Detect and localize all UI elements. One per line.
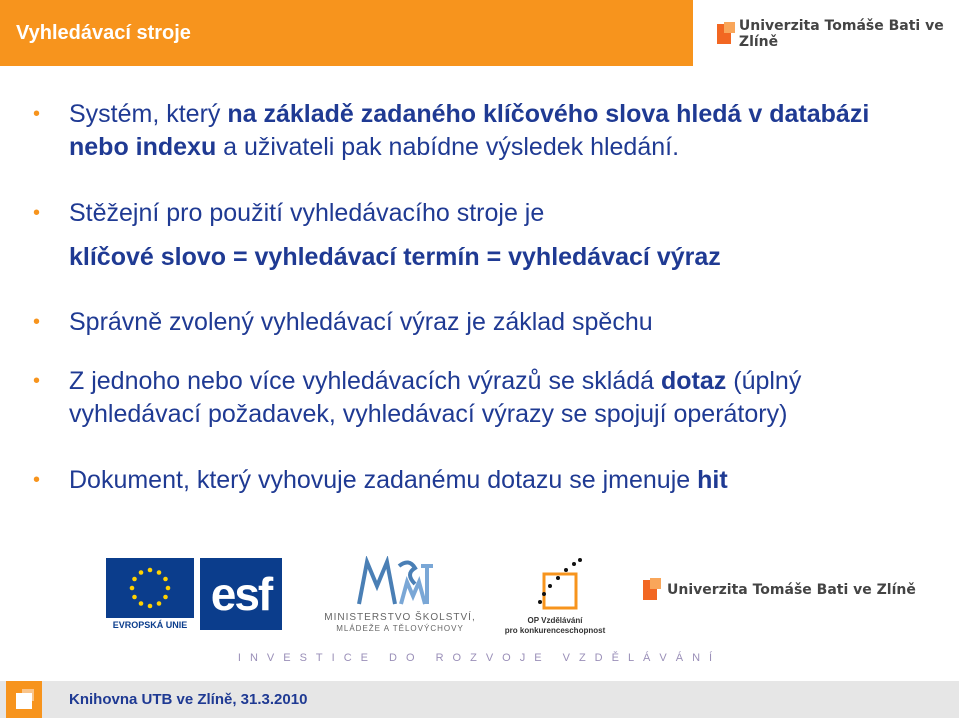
university-name: Univerzita Tomáše Bati ve Zlíně — [667, 582, 916, 598]
esf-logo: esf — [200, 558, 282, 630]
bullet-dot-icon: • — [33, 469, 41, 491]
utb-logo-icon — [717, 22, 733, 46]
msmt-line1: MINISTERSTVO ŠKOLSTVÍ, — [324, 612, 476, 623]
university-name: Univerzita Tomáše Bati ve Zlíně — [738, 18, 944, 50]
msmt-line2: MLÁDEŽE A TĚLOVÝCHOVY — [336, 624, 464, 633]
slide-title: Vyhledávací stroje — [16, 22, 191, 44]
op-logo-icon — [530, 558, 590, 614]
msmt-logo-icon — [355, 556, 435, 608]
eu-label: EVROPSKÁ UNIE — [112, 620, 188, 630]
bullet-dot-icon: • — [33, 202, 41, 224]
university-logo-bottom — [643, 578, 916, 602]
op-line2: pro konkurenceschopnost — [504, 626, 606, 635]
bullet-dot-icon: • — [33, 311, 41, 333]
partner-logos — [0, 548, 959, 648]
footer-logo-icon — [6, 681, 42, 718]
bullet-dot-icon: • — [33, 370, 41, 392]
op-line1: OP Vzdělávání — [527, 616, 583, 625]
university-logo-top — [717, 18, 959, 50]
footer-bar — [0, 681, 959, 718]
utb-logo-icon — [643, 578, 661, 602]
invest-tagline: INVESTICE DO ROZVOJE VZDĚLÁVÁNÍ — [237, 652, 722, 664]
footer-text: Knihovna UTB ve Zlíně, 31.3.2010 — [69, 691, 308, 708]
bullet-dot-icon: • — [33, 103, 41, 125]
keyword-definition: klíčové slovo = vyhledávací termín = vyhledávací výraz — [69, 243, 721, 271]
eu-flag-icon — [106, 558, 194, 618]
